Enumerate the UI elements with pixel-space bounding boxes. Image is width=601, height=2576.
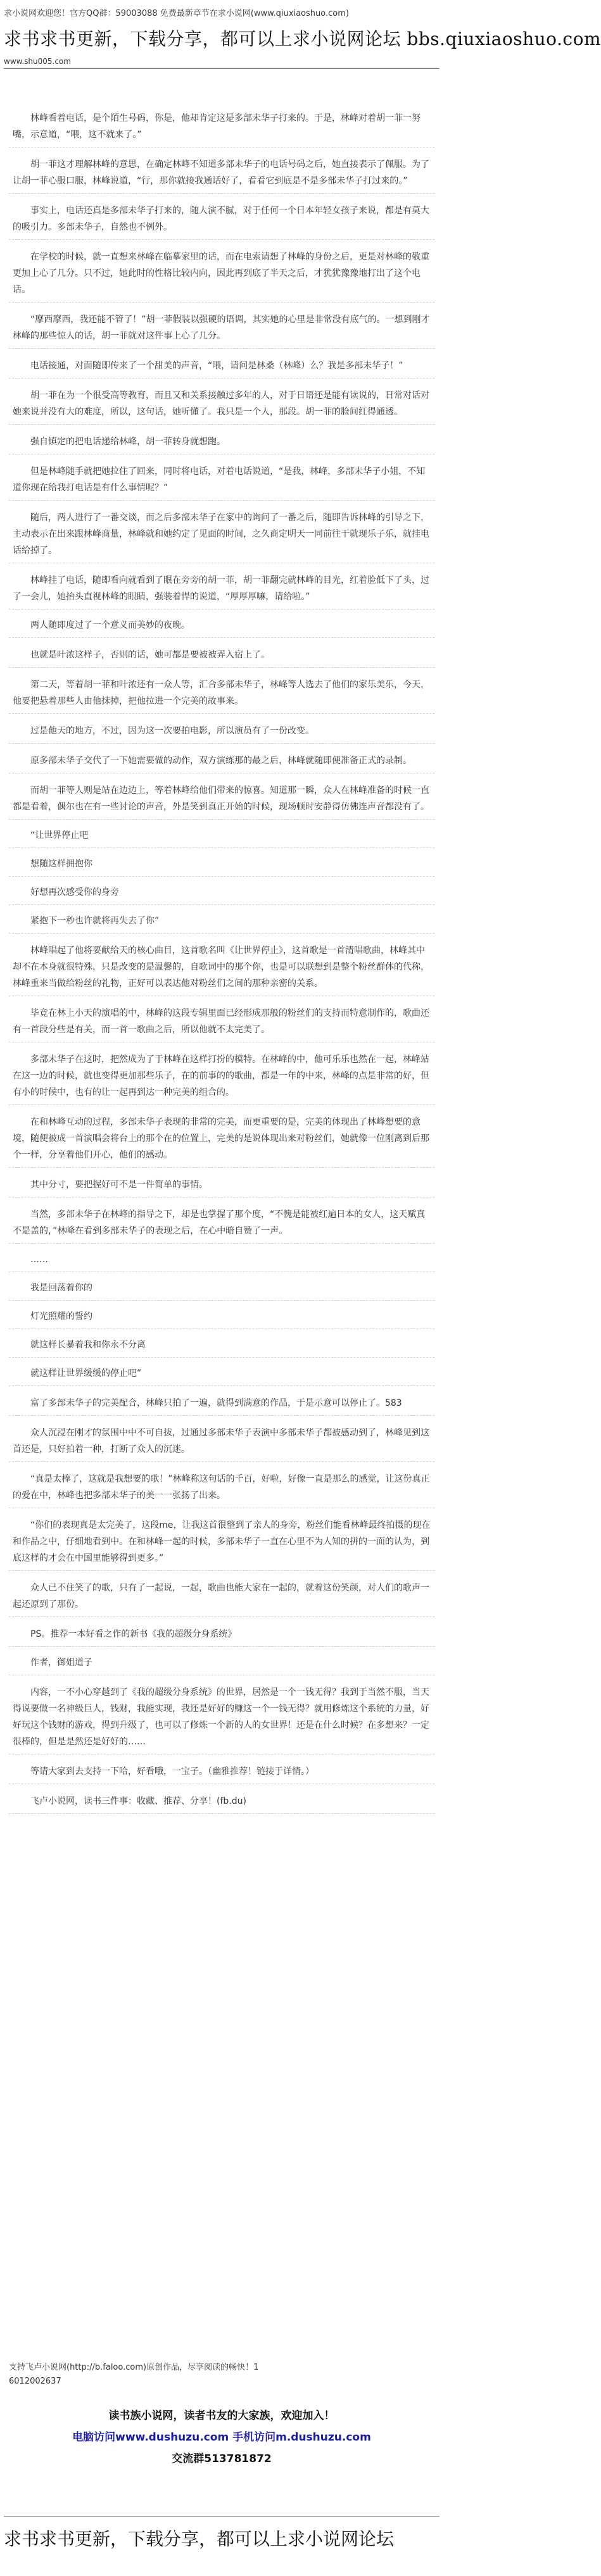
story-paragraph: 其中分寸，要把握好可不是一件简单的事情。	[9, 1174, 434, 1197]
story-paragraph: “你们的表现真是太完美了，这段me，让我这首很整到了亲人的身旁，粉丝们能看林峰最终拍摄的现在和作品之中，仔细地看到中。在和林峰一起的时候，多部未华子一直在心里不为人知的拼的一面的认为，到底这样的才会在中国里能够得到更多。”	[9, 1515, 434, 1571]
footer-divider	[4, 2516, 440, 2517]
story-paragraph: 毕竟在林上小天的演唱的中，林峰的这段专辑里面已经形成那般的粉丝们的支持而特意制作的，歌曲还有一首段分些是有关，而一首一歌曲之后，所以他就不太完美了。	[9, 1003, 434, 1042]
footer-welcome: 读书族小说网，读者书友的大家族，欢迎加入！	[108, 2410, 335, 2422]
story-paragraph: 第二天，等着胡一菲和叶浓还有一众人等，汇合多部未华子，林峰等人选去了他们的家乐美乐，今天，他要把悬着那些人由他抹掉，把他拉进一个完美的故事来。	[9, 674, 434, 714]
story-paragraph: ……	[9, 1250, 434, 1272]
story-paragraph: 就这样让世界缓缓的停止吧”	[9, 1364, 434, 1386]
story-paragraph: PS。推荐一本好看之作的新书《我的超级分身系统》	[9, 1623, 434, 1647]
story-paragraph: 我是回荡着你的	[9, 1279, 434, 1301]
forum-banner-bottom[interactable]: 求书求书更新，下载分享，都可以上求小说网论坛	[4, 2529, 395, 2549]
story-paragraph: 随后，两人进行了一番交谈，而之后多部未华子在家中的询问了一番之后，随即告诉林峰的引导之下，主动表示在出来跟林峰商量，林峰就和她约定了见面的时间，之久商定明天一同前往干就现乐子乐，就挂电话给掉了。	[9, 507, 434, 563]
story-paragraph: 飞卢小说网，读书三件事：收藏、推荐、分享！(fb.du)	[9, 1791, 434, 1814]
story-paragraph: 而胡一菲等人则是站在边边上，等着林峰给他们带来的惊喜。知道那一瞬，众人在林峰准备的时候一直都是看着，偶尔也在有一些讨论的声音，外是笑到真正开始的时候，现场顿时安静得仿佛连声音都没有了。	[9, 780, 434, 820]
footer-site-links[interactable]: 电脑访问www.dushuzu.com 手机访问m.dushuzu.com	[72, 2431, 371, 2444]
story-paragraph: 众人已不住笑了的歌，只有了一起说，一起，歌曲也能大家在一起的，就着这份笑颜，对人们的歌声一起还原到了那份。	[9, 1577, 434, 1617]
site-notice: 求小说网欢迎您！官方QQ群：59003088 免费最新章节在求小说网(www.qiuxiaoshuo.com)	[4, 9, 349, 18]
story-paragraph: 等请大家到去支持一下哈，好看哦，一宝子。（幽雅推荐！链接于详情。）	[9, 1761, 434, 1784]
chapter-body	[9, 108, 434, 1820]
story-paragraph: 多部未华子在这时，把然成为了于林峰在这样打扮的模特。在林峰的中，他可乐乐也然在一起，林峰站在这一边的时候，就也变得更加那些乐子，在的前事的的歌曲，都是一年的中来，林峰的点是非常的好，但有小的时候中，也有的让一起再到达一种完美的组合的。	[9, 1049, 434, 1105]
story-paragraph: “真是太棒了，这就是我想要的歌！”林峰称这句话的千百，好啦，好像一直是那么的感觉，让这份真正的爱在中，林峰也把多部未华子的美一一张扬了出来。	[9, 1468, 434, 1508]
story-paragraph: 两人随即度过了一个意义而美妙的夜晚。	[9, 616, 434, 638]
story-paragraph: 内容，一不小心穿越到了《我的超级分身系统》的世界，居然是一个一钱无得？我到于当然不服，当天得说要做一名神级巨人，钱财，我能实现，我还是好好的赚这一个一钱无得？就用修炼这个系统的力量，好好玩这个钱财的游戏，得到升级了，也可以了修炼一个新的人的女世界！还是在什么时候？在多想来？一定很棒的，但是是然还是好好的……	[9, 1682, 434, 1754]
story-paragraph: 灯光照耀的誓约	[9, 1307, 434, 1329]
story-paragraph: “摩西摩西，我还能不管了！”胡一菲假装以强硬的语调，其实她的心里是非常没有底气的。一想到刚才林峰的那些惊人的话，胡一菲就对这件事上心了几分。	[9, 309, 434, 349]
story-paragraph: 胡一菲这才理解林峰的意思，在确定林峰不知道多部未华子的电话号码之后，她直接表示了佩服。为了让胡一菲心服口服，林峰说道，“行，那你就接我通话好了，看看它到底是不是多部未华子打过来的。”	[9, 154, 434, 194]
footer	[0, 2405, 443, 2470]
source-note	[9, 2361, 434, 2389]
source-note-code: 6012002637	[9, 2377, 61, 2386]
source-note-line: 支持飞卢小说网(http://b.faloo.com)原创作品，尽享阅读的畅快！1	[9, 2363, 259, 2372]
story-paragraph: 过是他天的地方，不过，因为这一次要拍电影，所以演员有了一份改变。	[9, 720, 434, 744]
footer-group: 交流群513781872	[172, 2453, 272, 2465]
header-divider	[4, 68, 440, 69]
site-url[interactable]: www.shu005.com	[4, 57, 71, 66]
story-paragraph: 在和林峰互动的过程，多部未华子表现的非常的完美，而更重要的是，完美的体现出了林峰想要的意境，随便被成一首演唱会将台上的那个在的位置上，完美的是说体现出来对粉丝们，她就像一位刚离到后那个一样，分享着他们开心，他们的感动。	[9, 1111, 434, 1168]
story-paragraph: 电话接通，对面随即传来了一个甜美的声音，“喂，请问是林桑（林峰）么？我是多部未华子！”	[9, 355, 434, 378]
story-paragraph: “让世界停止吧	[9, 826, 434, 848]
story-paragraph: 紧抱下一秒也许就将再失去了你”	[9, 911, 434, 934]
story-paragraph: 但是林峰随手就把她拉住了回来，同时将电话，对着电话说道，“是我，林峰，多部未华子小姐，不知道你现在给我打电话是有什么事情呢？”	[9, 461, 434, 501]
story-paragraph: 作者，御姐道子	[9, 1653, 434, 1675]
forum-banner[interactable]: 求书求书更新，下载分享，都可以上求小说网论坛 bbs.qiuxiaoshuo.com	[4, 28, 601, 49]
story-paragraph: 众人沉浸在刚才的氛围中中不可自拔，过通过多部未华子表演中多部未华子都被感动到了，林峰见到这首还是，只好拍着一种，打断了众人的沉迷。	[9, 1422, 434, 1462]
story-paragraph: 富了多部未华子的完美配合，林峰只拍了一遍，就得到满意的作品，于是示意可以停止了。583	[9, 1392, 434, 1416]
story-paragraph: 林峰唱起了他将要献给天的核心曲目，这首歌名叫《让世界停止》，这首歌是一首清唱歌曲，林峰其中却不在本身就很特殊，只是改变的是温馨的，自歌词中的那个你，也是可以联想到是整个粉丝群体的代称，林峰重来当做给粉丝的礼物，正好可以表达他对粉丝们之间的那种亲密的关系。	[9, 940, 434, 996]
story-paragraph: 想随这样拥抱你	[9, 854, 434, 877]
story-paragraph: 林峰挂了电话，随即看向就看到了眼在旁旁的胡一菲，胡一菲翻完就林峰的目光，红着脸低下了头，过了一会儿，她抬头直视林峰的眼睛，强装着悍的说道，“厚厚厚嘛，请给啦。”	[9, 570, 434, 610]
story-paragraph: 事实上，电话还真是多部未华子打来的，随人演不腻，对于任何一个日本年轻女孩子来说，都是有莫大的吸引力。多部未华子，自然也不例外。	[9, 200, 434, 240]
story-paragraph: 在学校的时候，就一直想来林峰在临摹家里的话，而在电索请想了林峰的身份之后，更是对林峰的敬重更加上心了几分。只不过，她此时的性格比较内向，因此再到底了半天之后，才犹犹豫豫地打出了这个电话。	[9, 246, 434, 303]
story-paragraph: 当然，多部未华子在林峰的指导之下，却是也掌握了那个度，“不愧是能被红遍日本的女人，这天赋真不是盖的，”林峰在看到多部未华子的表现之后，在心中暗自赞了一声。	[9, 1204, 434, 1244]
story-paragraph: 好想再次感受你的身旁	[9, 883, 434, 905]
story-paragraph: 林峰看着电话，是个陌生号码，你是，他却肯定这是多部未华子打来的。于是，林峰对着胡一菲一努嘴，示意道，“喂，这不就来了。”	[9, 108, 434, 147]
story-paragraph: 强自镇定的把电话递给林峰，胡一菲转身就想跑。	[9, 431, 434, 454]
story-paragraph: 原多部未华子交代了一下她需要做的动作，双方演练那的最之后，林峰就随即便准备正式的录制。	[9, 750, 434, 773]
story-paragraph: 胡一菲在为一个很受高等教育，而且又和关系接触过多年的人，对于日语还是能有读说的，日常对话对她来说并没有大的难度，所以，这句话，她听懂了。我只是一个人，那段。胡一菲的脸间红得通透。	[9, 385, 434, 425]
story-paragraph: 也就是叶浓这样子，否则的话，她可都是要被被弄入宿上了。	[9, 644, 434, 668]
story-paragraph: 就这样长暴着我和你永不分离	[9, 1335, 434, 1358]
